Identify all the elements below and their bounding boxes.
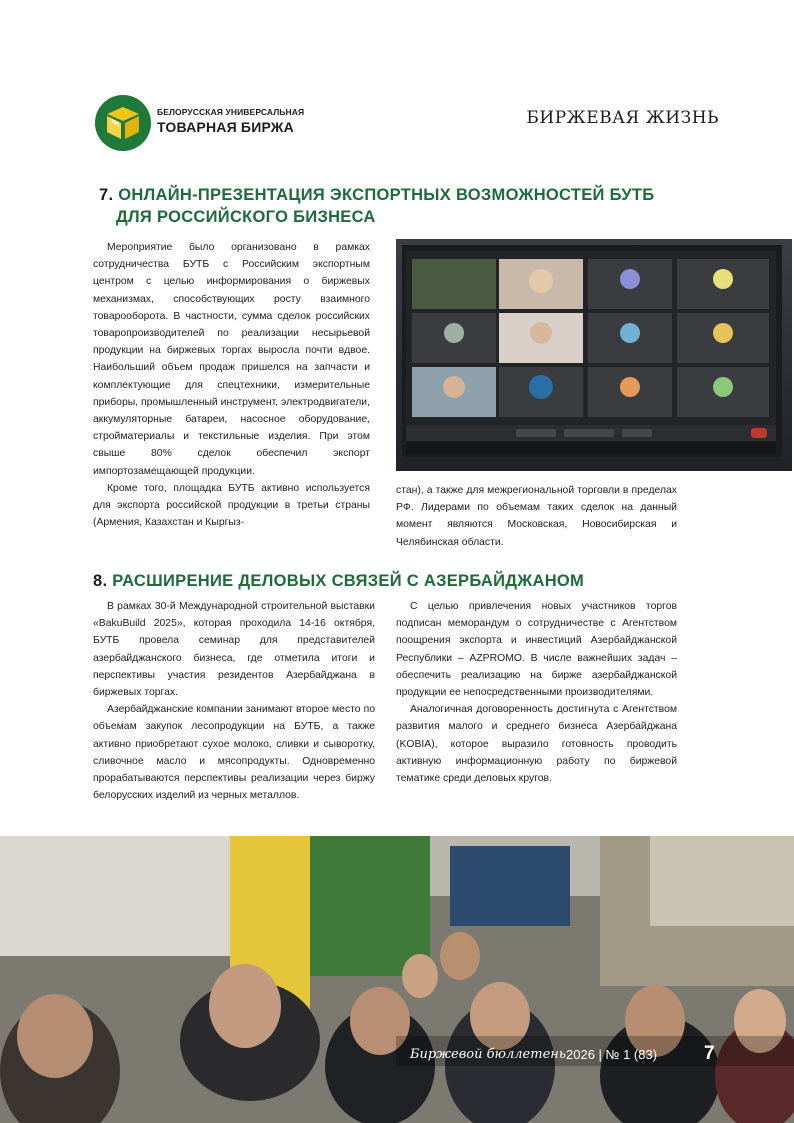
- video-conference-photo: [396, 239, 792, 471]
- heading-section-7: [99, 184, 699, 228]
- section-7-column-left: [93, 239, 370, 531]
- logo-emblem: [95, 95, 151, 151]
- footer-publication-title: Биржевой бюллетень: [410, 1047, 566, 1062]
- logo-line-1: БЕЛОРУССКАЯ УНИВЕРСАЛЬНАЯ: [157, 107, 305, 117]
- logo-wordmark: [157, 108, 304, 134]
- paragraph: Кроме того, площадка БУТБ активно используется для экспорта российской продукции в третьи страны (Армения, Казахстан и Кыргыз-: [93, 482, 370, 529]
- page-number: 7: [704, 1043, 715, 1064]
- section-7-column-right: [396, 482, 677, 551]
- heading-section-8: [93, 570, 693, 592]
- heading-7-line-2: ДЛЯ РОССИЙСКОГО БИЗНЕСА: [116, 208, 376, 226]
- heading-8-title: РАСШИРЕНИЕ ДЕЛОВЫХ СВЯЗЕЙ С АЗЕРБАЙДЖАНОМ: [112, 572, 585, 590]
- paragraph: стан), а также для межрегиональной торговли в пределах РФ. Лидерами по объемам таких сделок на данный момент являются Московская, Новосибирская и Челябинская области.: [396, 485, 677, 548]
- section-8-column-left: [93, 598, 375, 804]
- paragraph: С целью привлечения новых участников торгов подписан меморандум о сотрудничестве с Агентством поощрения экспорта и инвестиций Азербайджанской Республики – AZPROMO. В числе важнейших задач – обеспечить реализацию на бирже азербайджанской продукции ее непосредственными производителями.: [396, 601, 677, 699]
- exhibition-photo: [0, 836, 794, 1123]
- heading-8-number: 8.: [93, 572, 108, 590]
- paragraph: Азербайджанские компании занимают второе место по объемам закупок лесопродукции на БУТБ, а также активно приобретают сухое молоко, сливки и сыворотку, сливочное масло и мясопродукты. Одновременно прорабатываются перспективы реализации через биржу белорусских изделий из черных металлов.: [93, 704, 375, 802]
- logo-line-2: ТОВАРНАЯ БИРЖА: [157, 118, 294, 135]
- paragraph: Аналогичная договоренность достигнута с Агентством развития малого и среднего бизнеса Азербайджана (KOBIA), которое выразило готовность проводить активную информационную работу по биржевой тематике среди деловых кругов.: [396, 704, 677, 785]
- section-8-column-right: [396, 598, 677, 787]
- footer-issue: 2026 | № 1 (83): [566, 1047, 658, 1062]
- heading-7-line-1: ОНЛАЙН-ПРЕЗЕНТАЦИЯ ЭКСПОРТНЫХ ВОЗМОЖНОСТЕЙ БУТБ: [118, 186, 655, 204]
- paragraph: Мероприятие было организовано в рамках сотрудничества БУТБ с Российским экспортным центром с целью информирования о биржевых механизмах, способствующих росту взаимного товарооборота. В частности, сумма сделок российских товаропроизводителей по реализации несырьевой продукции на биржевых торгах выросла почти вдвое. Наибольший объем продаж пришелся на запчасти и комплектующие для спецтехники, измерительные приборы, промышленный инструмент, электродвигатели, аккумуляторные батареи, насосное оборудование, стройматериалы и текстильные изделия. При этом свыше 80% сделок обеспечил экспорт импортозамещающей продукции.: [93, 242, 370, 477]
- paragraph: В рамках 30-й Международной строительной выставки «BakuBuild 2025», которая проходила 14-16 октября, БУТБ провела семинар для представителей азербайджанского бизнеса, где отметила итоги и перспективы участия резидентов Азербайджана в биржевых торгах.: [93, 601, 375, 699]
- section-label: БИРЖЕВАЯ ЖИЗНЬ: [526, 108, 719, 128]
- heading-7-number: 7.: [99, 186, 114, 204]
